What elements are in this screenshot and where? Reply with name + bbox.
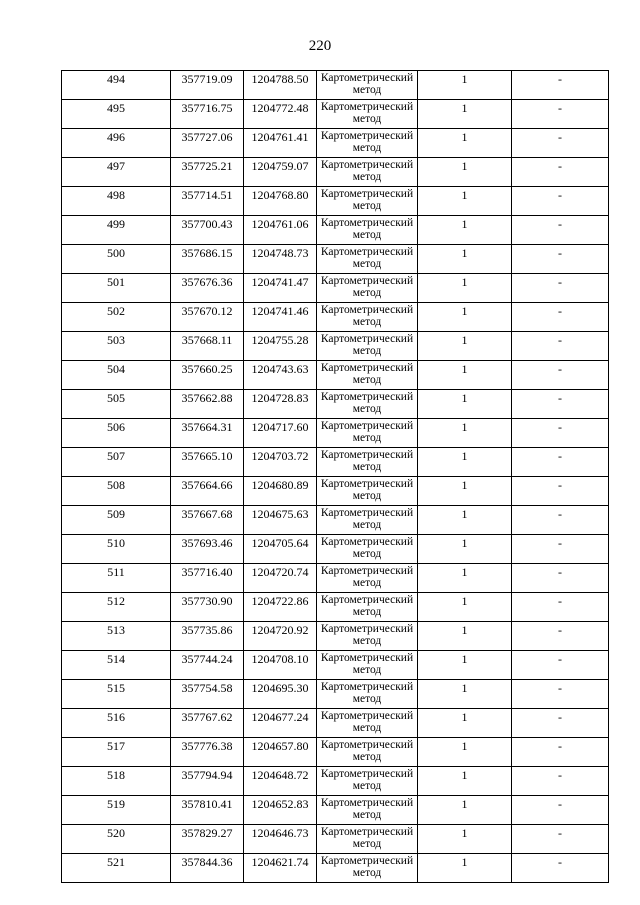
method-cell bbox=[317, 100, 418, 129]
x-coordinate-cell: 357754.58 bbox=[171, 680, 244, 709]
table-row bbox=[62, 361, 609, 390]
table-row bbox=[62, 448, 609, 477]
accuracy-cell: 1 bbox=[418, 390, 512, 419]
method-text: Картометрический метод bbox=[320, 275, 414, 299]
note-cell: - bbox=[512, 825, 609, 854]
table-row bbox=[62, 535, 609, 564]
table-body bbox=[62, 71, 609, 883]
accuracy-cell: 1 bbox=[418, 129, 512, 158]
method-text: Картометрический метод bbox=[320, 101, 414, 125]
note-cell: - bbox=[512, 303, 609, 332]
table-row bbox=[62, 390, 609, 419]
table-row bbox=[62, 216, 609, 245]
y-coordinate-cell: 1204772.48 bbox=[244, 100, 317, 129]
method-cell bbox=[317, 738, 418, 767]
y-coordinate-cell: 1204648.72 bbox=[244, 767, 317, 796]
x-coordinate-cell: 357735.86 bbox=[171, 622, 244, 651]
method-text: Картометрический метод bbox=[320, 159, 414, 183]
x-coordinate-cell: 357664.66 bbox=[171, 477, 244, 506]
table-row bbox=[62, 825, 609, 854]
note-cell: - bbox=[512, 216, 609, 245]
method-cell bbox=[317, 303, 418, 332]
point-number-cell: 511 bbox=[62, 564, 171, 593]
method-cell bbox=[317, 535, 418, 564]
x-coordinate-cell: 357719.09 bbox=[171, 71, 244, 100]
note-cell: - bbox=[512, 419, 609, 448]
y-coordinate-cell: 1204741.46 bbox=[244, 303, 317, 332]
table-row bbox=[62, 71, 609, 100]
method-text: Картометрический метод bbox=[320, 246, 414, 270]
page-number: 220 bbox=[308, 38, 332, 54]
point-number-cell: 498 bbox=[62, 187, 171, 216]
y-coordinate-cell: 1204705.64 bbox=[244, 535, 317, 564]
note-cell: - bbox=[512, 593, 609, 622]
method-text: Картометрический метод bbox=[320, 739, 414, 763]
table-row bbox=[62, 564, 609, 593]
point-number-cell: 513 bbox=[62, 622, 171, 651]
table-row bbox=[62, 332, 609, 361]
x-coordinate-cell: 357767.62 bbox=[171, 709, 244, 738]
x-coordinate-cell: 357693.46 bbox=[171, 535, 244, 564]
method-text: Картометрический метод bbox=[320, 478, 414, 502]
method-cell bbox=[317, 709, 418, 738]
method-text: Картометрический метод bbox=[320, 652, 414, 676]
y-coordinate-cell: 1204675.63 bbox=[244, 506, 317, 535]
point-number-cell: 518 bbox=[62, 767, 171, 796]
accuracy-cell: 1 bbox=[418, 535, 512, 564]
note-cell: - bbox=[512, 506, 609, 535]
y-coordinate-cell: 1204708.10 bbox=[244, 651, 317, 680]
method-text: Картометрический метод bbox=[320, 565, 414, 589]
method-cell bbox=[317, 448, 418, 477]
x-coordinate-cell: 357776.38 bbox=[171, 738, 244, 767]
y-coordinate-cell: 1204759.07 bbox=[244, 158, 317, 187]
y-coordinate-cell: 1204720.74 bbox=[244, 564, 317, 593]
accuracy-cell: 1 bbox=[418, 245, 512, 274]
y-coordinate-cell: 1204748.73 bbox=[244, 245, 317, 274]
method-cell bbox=[317, 477, 418, 506]
method-text: Картометрический метод bbox=[320, 507, 414, 531]
accuracy-cell: 1 bbox=[418, 216, 512, 245]
method-cell bbox=[317, 245, 418, 274]
note-cell: - bbox=[512, 274, 609, 303]
method-cell bbox=[317, 593, 418, 622]
y-coordinate-cell: 1204768.80 bbox=[244, 187, 317, 216]
method-text: Картометрический метод bbox=[320, 188, 414, 212]
note-cell: - bbox=[512, 564, 609, 593]
note-cell: - bbox=[512, 245, 609, 274]
accuracy-cell: 1 bbox=[418, 303, 512, 332]
x-coordinate-cell: 357662.88 bbox=[171, 390, 244, 419]
point-number-cell: 506 bbox=[62, 419, 171, 448]
accuracy-cell: 1 bbox=[418, 71, 512, 100]
accuracy-cell: 1 bbox=[418, 825, 512, 854]
method-cell bbox=[317, 622, 418, 651]
table-row bbox=[62, 680, 609, 709]
method-cell bbox=[317, 651, 418, 680]
point-number-cell: 497 bbox=[62, 158, 171, 187]
point-number-cell: 500 bbox=[62, 245, 171, 274]
table-row bbox=[62, 506, 609, 535]
method-text: Картометрический метод bbox=[320, 72, 414, 96]
y-coordinate-cell: 1204695.30 bbox=[244, 680, 317, 709]
method-cell bbox=[317, 564, 418, 593]
x-coordinate-cell: 357700.43 bbox=[171, 216, 244, 245]
method-text: Картометрический метод bbox=[320, 391, 414, 415]
point-number-cell: 517 bbox=[62, 738, 171, 767]
note-cell: - bbox=[512, 448, 609, 477]
method-cell bbox=[317, 361, 418, 390]
table-row bbox=[62, 854, 609, 883]
method-cell bbox=[317, 332, 418, 361]
x-coordinate-cell: 357829.27 bbox=[171, 825, 244, 854]
y-coordinate-cell: 1204703.72 bbox=[244, 448, 317, 477]
x-coordinate-cell: 357716.40 bbox=[171, 564, 244, 593]
accuracy-cell: 1 bbox=[418, 593, 512, 622]
method-text: Картометрический метод bbox=[320, 362, 414, 386]
point-number-cell: 496 bbox=[62, 129, 171, 158]
accuracy-cell: 1 bbox=[418, 448, 512, 477]
method-text: Картометрический метод bbox=[320, 826, 414, 850]
note-cell: - bbox=[512, 709, 609, 738]
method-text: Картометрический метод bbox=[320, 768, 414, 792]
method-text: Картометрический метод bbox=[320, 420, 414, 444]
table-row bbox=[62, 796, 609, 825]
method-text: Картометрический метод bbox=[320, 797, 414, 821]
accuracy-cell: 1 bbox=[418, 651, 512, 680]
x-coordinate-cell: 357810.41 bbox=[171, 796, 244, 825]
note-cell: - bbox=[512, 71, 609, 100]
method-cell bbox=[317, 825, 418, 854]
accuracy-cell: 1 bbox=[418, 680, 512, 709]
point-number-cell: 494 bbox=[62, 71, 171, 100]
table-row bbox=[62, 651, 609, 680]
method-cell bbox=[317, 796, 418, 825]
point-number-cell: 510 bbox=[62, 535, 171, 564]
y-coordinate-cell: 1204652.83 bbox=[244, 796, 317, 825]
point-number-cell: 495 bbox=[62, 100, 171, 129]
table-row bbox=[62, 303, 609, 332]
accuracy-cell: 1 bbox=[418, 187, 512, 216]
accuracy-cell: 1 bbox=[418, 274, 512, 303]
point-number-cell: 501 bbox=[62, 274, 171, 303]
x-coordinate-cell: 357686.15 bbox=[171, 245, 244, 274]
note-cell: - bbox=[512, 361, 609, 390]
note-cell: - bbox=[512, 129, 609, 158]
method-cell bbox=[317, 854, 418, 883]
table-row bbox=[62, 187, 609, 216]
method-text: Картометрический метод bbox=[320, 855, 414, 879]
point-number-cell: 503 bbox=[62, 332, 171, 361]
point-number-cell: 512 bbox=[62, 593, 171, 622]
point-number-cell: 504 bbox=[62, 361, 171, 390]
note-cell: - bbox=[512, 158, 609, 187]
note-cell: - bbox=[512, 477, 609, 506]
x-coordinate-cell: 357714.51 bbox=[171, 187, 244, 216]
x-coordinate-cell: 357667.68 bbox=[171, 506, 244, 535]
method-cell bbox=[317, 680, 418, 709]
point-number-cell: 514 bbox=[62, 651, 171, 680]
y-coordinate-cell: 1204677.24 bbox=[244, 709, 317, 738]
note-cell: - bbox=[512, 680, 609, 709]
accuracy-cell: 1 bbox=[418, 738, 512, 767]
y-coordinate-cell: 1204761.41 bbox=[244, 129, 317, 158]
accuracy-cell: 1 bbox=[418, 767, 512, 796]
x-coordinate-cell: 357664.31 bbox=[171, 419, 244, 448]
note-cell: - bbox=[512, 651, 609, 680]
method-cell bbox=[317, 390, 418, 419]
point-number-cell: 520 bbox=[62, 825, 171, 854]
method-text: Картометрический метод bbox=[320, 217, 414, 241]
point-number-cell: 502 bbox=[62, 303, 171, 332]
note-cell: - bbox=[512, 390, 609, 419]
method-cell bbox=[317, 71, 418, 100]
note-cell: - bbox=[512, 738, 609, 767]
table-row bbox=[62, 100, 609, 129]
y-coordinate-cell: 1204646.73 bbox=[244, 825, 317, 854]
point-number-cell: 508 bbox=[62, 477, 171, 506]
y-coordinate-cell: 1204743.63 bbox=[244, 361, 317, 390]
accuracy-cell: 1 bbox=[418, 419, 512, 448]
accuracy-cell: 1 bbox=[418, 622, 512, 651]
note-cell: - bbox=[512, 767, 609, 796]
point-number-cell: 507 bbox=[62, 448, 171, 477]
table-row bbox=[62, 129, 609, 158]
x-coordinate-cell: 357725.21 bbox=[171, 158, 244, 187]
table-row bbox=[62, 245, 609, 274]
point-number-cell: 515 bbox=[62, 680, 171, 709]
y-coordinate-cell: 1204728.83 bbox=[244, 390, 317, 419]
method-text: Картометрический метод bbox=[320, 594, 414, 618]
method-text: Картометрический метод bbox=[320, 710, 414, 734]
table-row bbox=[62, 622, 609, 651]
accuracy-cell: 1 bbox=[418, 477, 512, 506]
y-coordinate-cell: 1204621.74 bbox=[244, 854, 317, 883]
y-coordinate-cell: 1204788.50 bbox=[244, 71, 317, 100]
note-cell: - bbox=[512, 332, 609, 361]
x-coordinate-cell: 357844.36 bbox=[171, 854, 244, 883]
x-coordinate-cell: 357727.06 bbox=[171, 129, 244, 158]
method-text: Картометрический метод bbox=[320, 333, 414, 357]
table-row bbox=[62, 593, 609, 622]
method-cell bbox=[317, 158, 418, 187]
y-coordinate-cell: 1204680.89 bbox=[244, 477, 317, 506]
table-row bbox=[62, 158, 609, 187]
note-cell: - bbox=[512, 187, 609, 216]
note-cell: - bbox=[512, 854, 609, 883]
method-cell bbox=[317, 129, 418, 158]
table-row bbox=[62, 477, 609, 506]
y-coordinate-cell: 1204761.06 bbox=[244, 216, 317, 245]
accuracy-cell: 1 bbox=[418, 158, 512, 187]
accuracy-cell: 1 bbox=[418, 506, 512, 535]
coordinates-table bbox=[61, 70, 609, 883]
x-coordinate-cell: 357668.11 bbox=[171, 332, 244, 361]
y-coordinate-cell: 1204717.60 bbox=[244, 419, 317, 448]
y-coordinate-cell: 1204722.86 bbox=[244, 593, 317, 622]
table-row bbox=[62, 767, 609, 796]
method-cell bbox=[317, 187, 418, 216]
accuracy-cell: 1 bbox=[418, 854, 512, 883]
x-coordinate-cell: 357660.25 bbox=[171, 361, 244, 390]
y-coordinate-cell: 1204720.92 bbox=[244, 622, 317, 651]
x-coordinate-cell: 357665.10 bbox=[171, 448, 244, 477]
method-text: Картометрический метод bbox=[320, 304, 414, 328]
point-number-cell: 516 bbox=[62, 709, 171, 738]
x-coordinate-cell: 357794.94 bbox=[171, 767, 244, 796]
method-text: Картометрический метод bbox=[320, 536, 414, 560]
point-number-cell: 505 bbox=[62, 390, 171, 419]
method-cell bbox=[317, 767, 418, 796]
y-coordinate-cell: 1204755.28 bbox=[244, 332, 317, 361]
point-number-cell: 509 bbox=[62, 506, 171, 535]
y-coordinate-cell: 1204657.80 bbox=[244, 738, 317, 767]
x-coordinate-cell: 357670.12 bbox=[171, 303, 244, 332]
accuracy-cell: 1 bbox=[418, 332, 512, 361]
note-cell: - bbox=[512, 100, 609, 129]
note-cell: - bbox=[512, 535, 609, 564]
method-cell bbox=[317, 216, 418, 245]
accuracy-cell: 1 bbox=[418, 361, 512, 390]
x-coordinate-cell: 357676.36 bbox=[171, 274, 244, 303]
point-number-cell: 521 bbox=[62, 854, 171, 883]
y-coordinate-cell: 1204741.47 bbox=[244, 274, 317, 303]
point-number-cell: 499 bbox=[62, 216, 171, 245]
method-text: Картометрический метод bbox=[320, 449, 414, 473]
note-cell: - bbox=[512, 622, 609, 651]
method-text: Картометрический метод bbox=[320, 681, 414, 705]
table-row bbox=[62, 274, 609, 303]
point-number-cell: 519 bbox=[62, 796, 171, 825]
table-row bbox=[62, 419, 609, 448]
table-row bbox=[62, 738, 609, 767]
method-cell bbox=[317, 419, 418, 448]
x-coordinate-cell: 357744.24 bbox=[171, 651, 244, 680]
method-cell bbox=[317, 274, 418, 303]
accuracy-cell: 1 bbox=[418, 709, 512, 738]
accuracy-cell: 1 bbox=[418, 796, 512, 825]
note-cell: - bbox=[512, 796, 609, 825]
method-cell bbox=[317, 506, 418, 535]
x-coordinate-cell: 357716.75 bbox=[171, 100, 244, 129]
accuracy-cell: 1 bbox=[418, 564, 512, 593]
method-text: Картометрический метод bbox=[320, 130, 414, 154]
x-coordinate-cell: 357730.90 bbox=[171, 593, 244, 622]
table-row bbox=[62, 709, 609, 738]
method-text: Картометрический метод bbox=[320, 623, 414, 647]
accuracy-cell: 1 bbox=[418, 100, 512, 129]
